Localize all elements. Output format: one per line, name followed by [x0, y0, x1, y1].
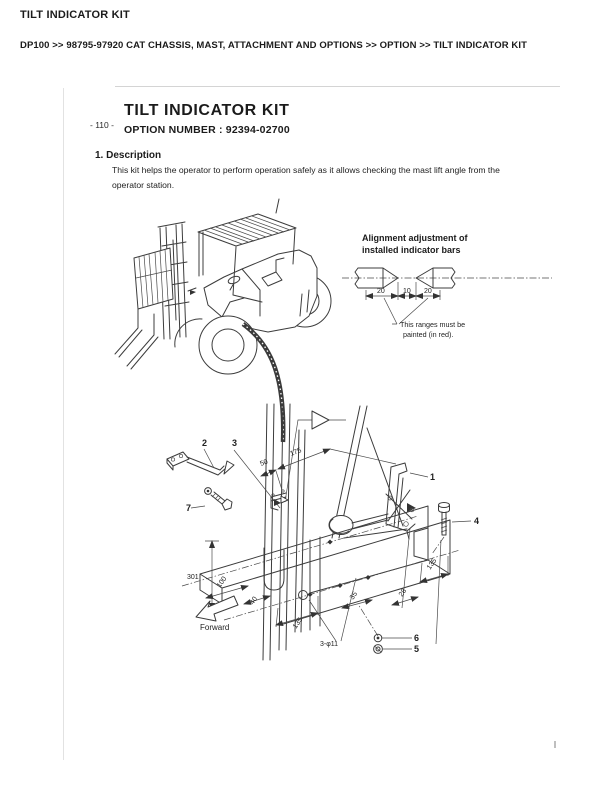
alignment-caption: [362, 233, 468, 256]
dim-10-center: 10: [403, 288, 411, 295]
pointer-part-3: [232, 438, 288, 510]
description-line-2: operator station.: [112, 179, 175, 190]
kit-title: TILT INDICATOR KIT: [124, 102, 290, 119]
hole-note: 3-φ11: [320, 641, 339, 648]
alignment-dimension-lines: [366, 282, 440, 300]
section-heading: 1. Description: [95, 150, 162, 161]
note-line-2: painted (in red).: [403, 330, 454, 339]
part-1-label: 1: [430, 472, 436, 482]
bolt-part-7: [186, 488, 232, 513]
description-line-1: This kit helps the operator to perform operation safely as it allows checking the mast lift angle from the: [112, 165, 500, 175]
part-2-label: 2: [202, 438, 208, 448]
scan-artifact-top-edge: [115, 86, 560, 87]
dim-20-left: 20: [377, 288, 385, 295]
page-number: - 110 -: [90, 120, 114, 130]
washer-part-6: [374, 633, 419, 643]
installation-diagram: [160, 398, 490, 670]
dim-301: 301: [187, 574, 199, 581]
breadcrumb: DP100 >> 98795-97920 CAT CHASSIS, MAST, ATTACHMENT AND OPTIONS >> OPTION >> TILT INDICATOR KIT: [20, 40, 528, 51]
alignment-caption-line-2: installed indicator bars: [362, 244, 461, 255]
indicator-bar-part-2: [167, 438, 234, 475]
load-backrest: [134, 248, 173, 309]
dim-100: 100: [215, 575, 229, 590]
dim-20-right: 20: [424, 288, 432, 295]
part-3-label: 3: [232, 438, 238, 448]
mount-hole: [299, 591, 308, 600]
part-7-label: 7: [186, 503, 192, 513]
description-text: [112, 163, 540, 192]
dim-35: 35: [348, 590, 360, 602]
antenna: [276, 199, 279, 213]
forks: [115, 309, 158, 369]
part-1-leader: [410, 473, 428, 477]
dim-175: 175: [289, 447, 303, 458]
painted-range-note: [384, 298, 465, 339]
dim-135-left: 135: [291, 616, 305, 631]
dim-28: 28: [397, 587, 409, 599]
scan-artifact-left-edge: [63, 88, 64, 760]
upper-dimensions: [259, 447, 396, 490]
dim-135-right: 135: [425, 557, 439, 572]
part-6-label: 6: [414, 633, 420, 643]
scan-artifact-speck: [554, 741, 556, 748]
alignment-diagram: [340, 258, 555, 353]
forward-label: Forward: [200, 623, 230, 632]
dim-50: 50: [259, 458, 269, 468]
far-wheel-arc: [175, 319, 202, 347]
note-line-1: This ranges must be: [400, 320, 466, 329]
option-number: OPTION NUMBER : 92394-02700: [124, 124, 290, 136]
alignment-caption-line-1: Alignment adjustment of: [362, 233, 468, 243]
part-7-leader: [191, 506, 205, 508]
tilt-indicator-kit-installed: [188, 288, 196, 291]
bolt-part-4: [439, 503, 480, 536]
part-4-leader: [452, 521, 471, 522]
lower-right-dimensions: [342, 556, 448, 608]
part-4-label: 4: [474, 516, 480, 526]
part-5-label: 5: [414, 644, 420, 654]
washer-part-5: [374, 644, 419, 654]
document-title: TILT INDICATOR KIT: [20, 9, 130, 21]
hole-note-group: [309, 578, 356, 648]
dim-40: 40: [248, 595, 260, 607]
